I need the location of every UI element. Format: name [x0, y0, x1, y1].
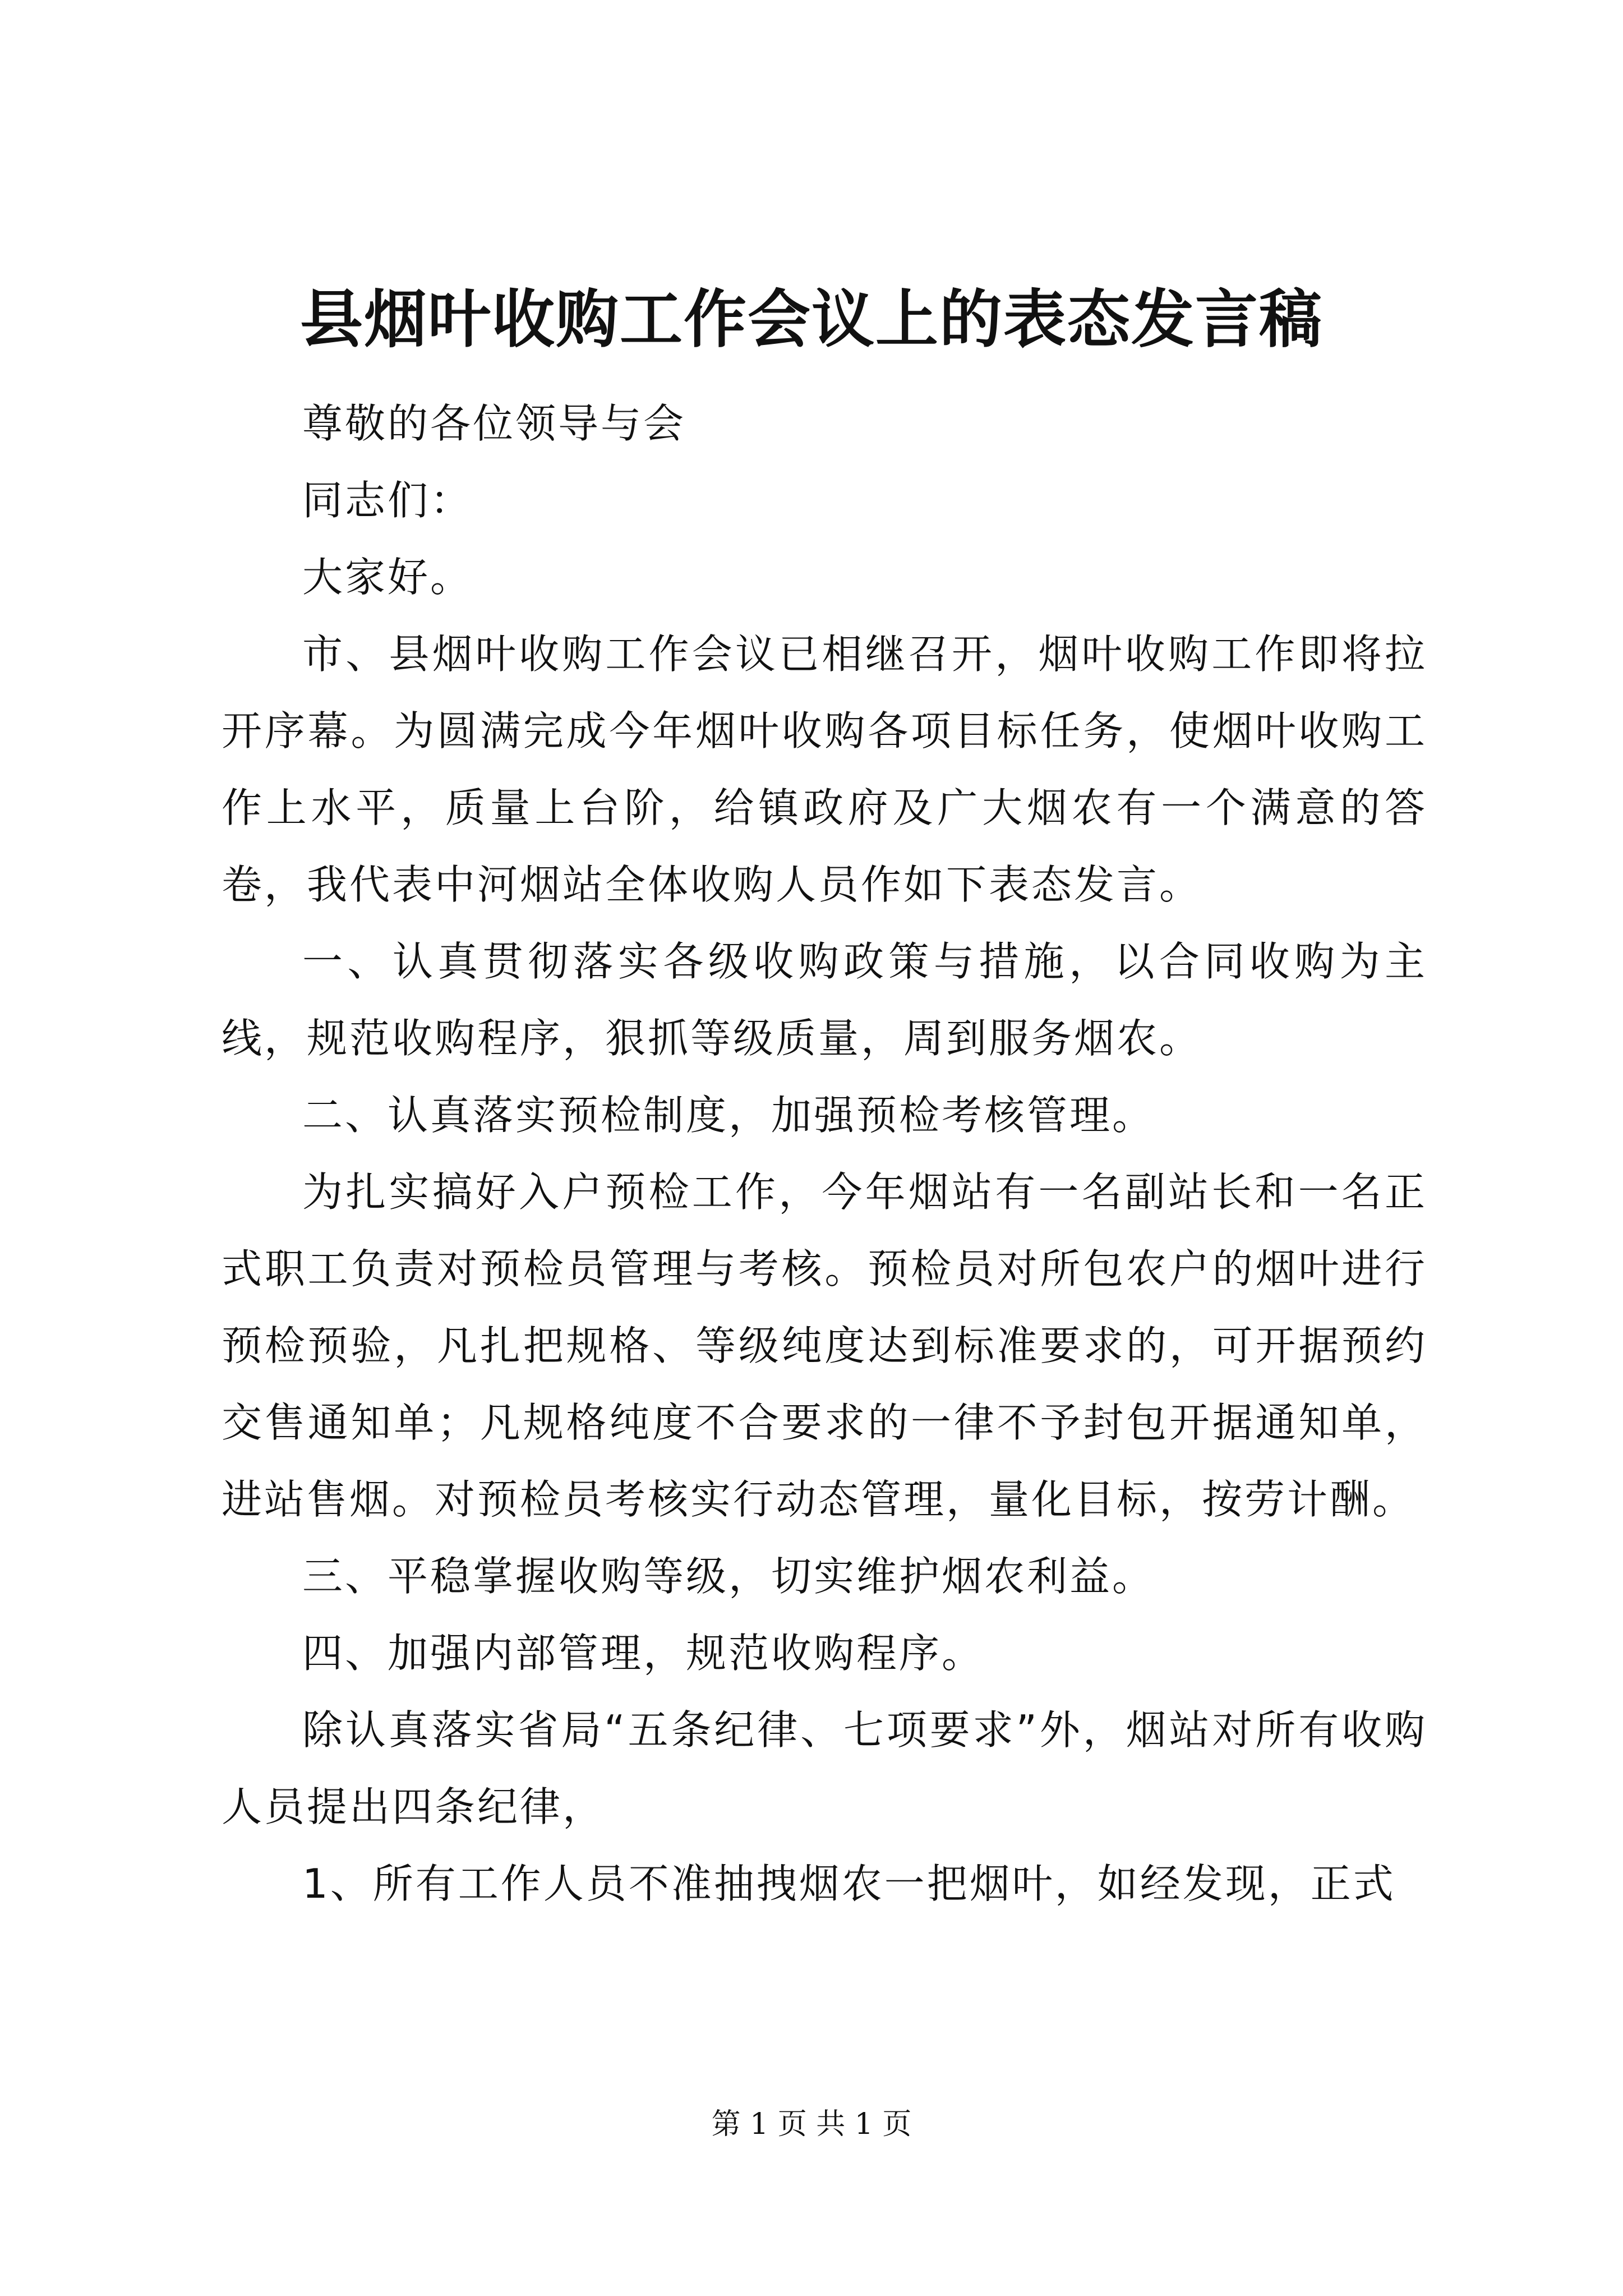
paragraph-point-2-detail: 为扎实搞好入户预检工作，今年烟站有一名副站长和一名正式职工负责对预检员管理与考核。预检员对所包农户的烟叶进行预检预验，凡扎把规格、等级纯度达到标准要求的，可开据预约交售通知单；凡规格纯度不合要求的一律不予封包开据通知单，进站售烟。对预检员考核实行动态管理，量化目标，按劳计酬。 — [222, 1168, 1427, 1523]
document-body — [222, 385, 1427, 1922]
paragraph-point-4-detail: 除认真落实省局“五条纪律、七项要求”外，烟站对所有收购人员提出四条纪律， — [222, 1706, 1427, 1830]
paragraph-point-3: 三、平稳掌握收购等级，切实维护烟农利益。 — [302, 1553, 1155, 1600]
document-title: 县烟叶收购工作会议上的表态发言稿 — [300, 283, 1323, 356]
paragraph-intro: 市、县烟叶收购工作会议已相继召开，烟叶收购工作即将拉开序幕。为圆满完成今年烟叶收购各项目标任务，使烟叶收购工作上水平，质量上台阶，给镇政府及广大烟农有一个满意的答卷，我代表中河烟站全体收购人员作如下表态发言。 — [222, 631, 1427, 908]
paragraph-point-1: 一、认真贯彻落实各级收购政策与措施，以合同收购为主线，规范收购程序，狠抓等级质量，周到服务烟农。 — [222, 938, 1427, 1062]
paragraph-rule-1: 1、所有工作人员不准抽拽烟农一把烟叶，如经发现，正式 — [302, 1860, 1396, 1907]
paragraph-point-2: 二、认真落实预检制度，加强预检考核管理。 — [302, 1092, 1155, 1139]
greeting: 大家好。 — [302, 554, 473, 601]
salutation-line-2: 同志们： — [302, 477, 473, 524]
paragraph-point-4: 四、加强内部管理，规范收购程序。 — [302, 1630, 985, 1677]
salutation-line-1: 尊敬的各位领导与会 — [302, 400, 686, 447]
page-number-footer: 第 1 页 共 1 页 — [711, 2108, 912, 2141]
